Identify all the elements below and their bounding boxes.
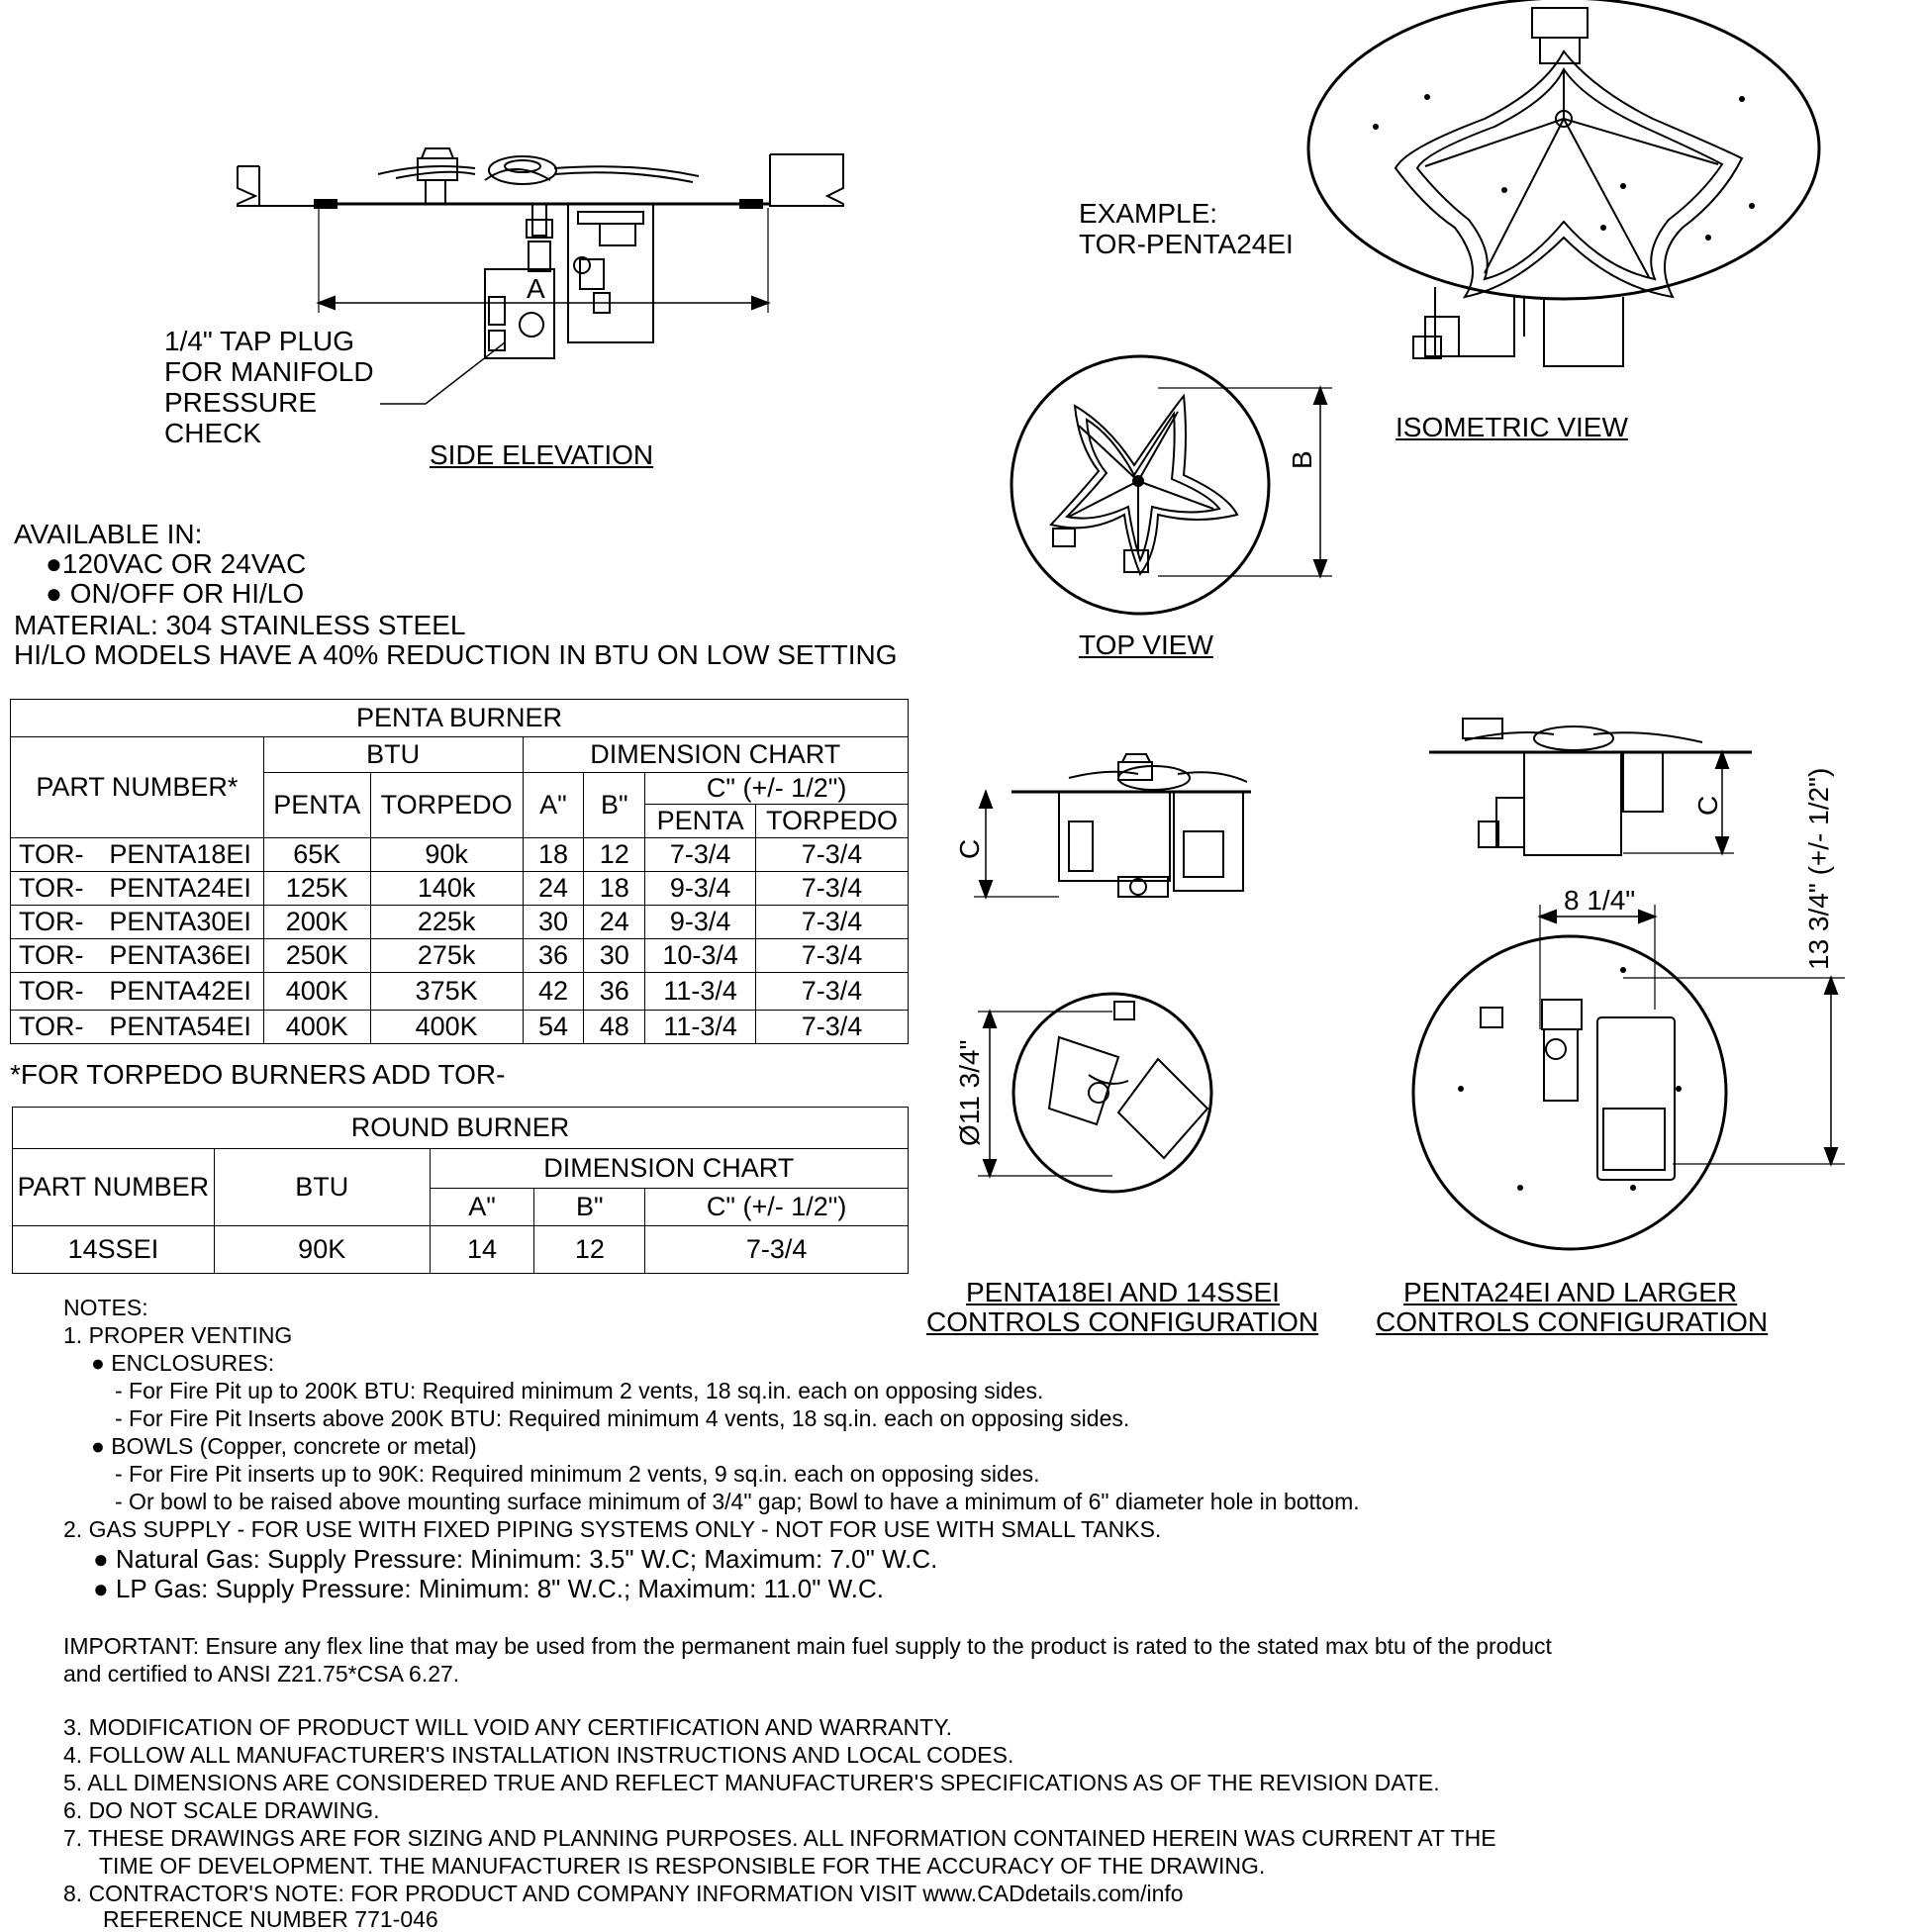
part-number: PENTA36EI xyxy=(97,939,263,973)
table-row xyxy=(13,1226,909,1274)
round-dim-b: 12 xyxy=(534,1226,645,1274)
note-line: ● LP Gas: Supply Pressure: Minimum: 8" W.C.; Maximum: 11.0" W.C. xyxy=(93,1574,884,1603)
dim-c-penta: 11-3/4 xyxy=(645,973,756,1011)
dim-c-penta: 11-3/4 xyxy=(645,1011,756,1044)
dimension-b-label: B xyxy=(1287,450,1317,469)
btu-torpedo: 400K xyxy=(370,1011,523,1044)
note-line: 5. ALL DIMENSIONS ARE CONSIDERED TRUE AND REFLECT MANUFACTURER'S SPECIFICATIONS AS OF THE REVISION DATE. xyxy=(63,1770,1440,1795)
material-line: MATERIAL: 304 STAINLESS STEEL xyxy=(14,610,466,640)
dim-b: 24 xyxy=(584,906,645,939)
dimension-a-label: A xyxy=(527,273,545,304)
penta-table-title: PENTA BURNER xyxy=(11,700,909,737)
large-controls-top-drawing xyxy=(1413,905,1845,1249)
dim-a: 18 xyxy=(523,838,584,872)
penta-col-torpedo: TORPEDO xyxy=(370,773,523,838)
dim-c-penta: 9-3/4 xyxy=(645,872,756,906)
availability-heading: AVAILABLE IN: xyxy=(14,519,203,549)
note-line: - For Fire Pit up to 200K BTU: Required minimum 2 vents, 18 sq.in. each on opposing sides. xyxy=(115,1378,1044,1403)
dim-b: 12 xyxy=(584,838,645,872)
part-number: PENTA24EI xyxy=(97,872,263,906)
penta-col-c: C" (+/- 1/2") xyxy=(645,773,909,805)
round-col-a: A" xyxy=(430,1189,534,1226)
btu-torpedo: 140k xyxy=(370,872,523,906)
small-controls-side-drawing xyxy=(974,754,1251,897)
round-dim-a: 14 xyxy=(430,1226,534,1274)
side-elevation-caption: SIDE ELEVATION xyxy=(430,439,654,470)
example-model: TOR-PENTA24EI xyxy=(1079,229,1294,259)
dimension-c-label-small: C xyxy=(954,838,985,859)
round-burner-table xyxy=(12,1107,909,1274)
round-part-number: 14SSEI xyxy=(13,1226,215,1274)
dimension-13-3-4-label: 13 3/4" (+/- 1/2") xyxy=(1803,767,1834,970)
btu-penta: 250K xyxy=(263,939,370,973)
note-line: TIME OF DEVELOPMENT. THE MANUFACTURER IS RESPONSIBLE FOR THE ACCURACY OF THE DRAWING. xyxy=(99,1853,1266,1879)
penta-table-footnote: *FOR TORPEDO BURNERS ADD TOR- xyxy=(10,1059,506,1090)
round-dimension-header: DIMENSION CHART xyxy=(430,1149,908,1189)
dim-c-torpedo: 7-3/4 xyxy=(756,939,909,973)
penta-col-c-torpedo: TORPEDO xyxy=(756,805,909,838)
penta-dimension-header: DIMENSION CHART xyxy=(523,737,908,773)
round-table-title: ROUND BURNER xyxy=(13,1108,909,1149)
round-part-number-header: PART NUMBER xyxy=(13,1149,215,1226)
notes-heading: NOTES: xyxy=(63,1295,148,1320)
note-line: 4. FOLLOW ALL MANUFACTURER'S INSTALLATION INSTRUCTIONS AND LOCAL CODES. xyxy=(63,1742,1014,1768)
note-line: - For Fire Pit Inserts above 200K BTU: Required minimum 4 vents, 18 sq.in. each on opposing sides. xyxy=(115,1405,1130,1431)
config-large-caption-2: CONTROLS CONFIGURATION xyxy=(1376,1306,1769,1337)
dimension-8-1-4-label: 8 1/4" xyxy=(1564,885,1636,916)
dim-c-torpedo: 7-3/4 xyxy=(756,1011,909,1044)
dim-a: 30 xyxy=(523,906,584,939)
round-col-b: B" xyxy=(534,1189,645,1226)
isometric-view-drawing xyxy=(1308,0,1819,366)
dim-b: 30 xyxy=(584,939,645,973)
btu-torpedo: 225k xyxy=(370,906,523,939)
table-row xyxy=(11,872,909,906)
dim-c-penta: 9-3/4 xyxy=(645,906,756,939)
dim-c-penta: 7-3/4 xyxy=(645,838,756,872)
small-controls-top-drawing xyxy=(978,994,1211,1192)
dim-a: 36 xyxy=(523,939,584,973)
table-row xyxy=(11,939,909,973)
btu-torpedo: 90k xyxy=(370,838,523,872)
note-line: ● ENCLOSURES: xyxy=(91,1350,275,1376)
note-line: 2. GAS SUPPLY - FOR USE WITH FIXED PIPING SYSTEMS ONLY - NOT FOR USE WITH SMALL TANKS. xyxy=(63,1516,1162,1542)
penta-col-c-penta: PENTA xyxy=(645,805,756,838)
availability-option-1: ●120VAC OR 24VAC xyxy=(46,548,307,579)
btu-torpedo: 375K xyxy=(370,973,523,1011)
top-view-caption: TOP VIEW xyxy=(1079,629,1213,660)
part-prefix: TOR- xyxy=(11,939,98,973)
dim-c-torpedo: 7-3/4 xyxy=(756,838,909,872)
round-btu: 90K xyxy=(214,1226,430,1274)
dimension-c-label-large: C xyxy=(1692,795,1723,816)
note-line: 3. MODIFICATION OF PRODUCT WILL VOID ANY CERTIFICATION AND WARRANTY. xyxy=(63,1714,952,1740)
note-line: 7. THESE DRAWINGS ARE FOR SIZING AND PLANNING PURPOSES. ALL INFORMATION CONTAINED HEREIN WAS CURRENT AT THE xyxy=(63,1825,1496,1851)
isometric-view-caption: ISOMETRIC VIEW xyxy=(1396,412,1628,442)
penta-col-a: A" xyxy=(523,773,584,838)
large-controls-side-drawing xyxy=(1429,719,1752,855)
dim-b: 48 xyxy=(584,1011,645,1044)
tap-plug-label-4: CHECK xyxy=(164,418,262,448)
example-title: EXAMPLE: xyxy=(1079,198,1218,229)
config-small-caption-2: CONTROLS CONFIGURATION xyxy=(926,1306,1319,1337)
dim-a: 24 xyxy=(523,872,584,906)
dim-c-penta: 10-3/4 xyxy=(645,939,756,973)
note-line: 1. PROPER VENTING xyxy=(63,1322,293,1348)
config-small-caption-1: PENTA18EI AND 14SSEI xyxy=(966,1277,1280,1307)
reference-number: REFERENCE NUMBER 771-046 xyxy=(103,1906,438,1932)
btu-penta: 200K xyxy=(263,906,370,939)
round-dim-c: 7-3/4 xyxy=(645,1226,909,1274)
top-view-drawing xyxy=(1011,356,1332,614)
penta-part-number-header: PART NUMBER* xyxy=(11,737,264,838)
btu-penta: 400K xyxy=(263,1011,370,1044)
dim-c-torpedo: 7-3/4 xyxy=(756,872,909,906)
table-row xyxy=(11,906,909,939)
note-line: ● BOWLS (Copper, concrete or metal) xyxy=(91,1433,477,1459)
important-line-2: and certified to ANSI Z21.75*CSA 6.27. xyxy=(63,1661,460,1687)
tap-plug-label-2: FOR MANIFOLD xyxy=(164,356,374,387)
note-line: - Or bowl to be raised above mounting surface minimum of 3/4" gap; Bowl to have a minimum of 6" diameter hole in bottom. xyxy=(115,1489,1360,1514)
availability-option-2: ● ON/OFF OR HI/LO xyxy=(46,578,305,609)
penta-btu-header: BTU xyxy=(263,737,523,773)
part-prefix: TOR- xyxy=(11,906,98,939)
note-line: 8. CONTRACTOR'S NOTE: FOR PRODUCT AND COMPANY INFORMATION VISIT www.CADdetails.com/info xyxy=(63,1881,1184,1906)
part-number: PENTA54EI xyxy=(97,1011,263,1044)
part-number: PENTA18EI xyxy=(97,838,263,872)
dim-b: 36 xyxy=(584,973,645,1011)
btu-penta: 125K xyxy=(263,872,370,906)
part-prefix: TOR- xyxy=(11,838,98,872)
dim-c-torpedo: 7-3/4 xyxy=(756,906,909,939)
penta-burner-table xyxy=(10,699,909,1044)
part-number: PENTA42EI xyxy=(97,973,263,1011)
btu-penta: 400K xyxy=(263,973,370,1011)
penta-col-b: B" xyxy=(584,773,645,838)
note-line: ● Natural Gas: Supply Pressure: Minimum: 3.5" W.C; Maximum: 7.0" W.C. xyxy=(93,1544,938,1574)
note-line: - For Fire Pit inserts up to 90K: Required minimum 2 vents, 9 sq.in. each on opposing sides. xyxy=(115,1461,1040,1487)
important-line-1: IMPORTANT: Ensure any flex line that may be used from the permanent main fuel supply to the product is rated to the stated max btu of the product xyxy=(63,1633,1552,1659)
table-row xyxy=(11,1011,909,1044)
part-prefix: TOR- xyxy=(11,1011,98,1044)
part-number: PENTA30EI xyxy=(97,906,263,939)
dim-a: 54 xyxy=(523,1011,584,1044)
round-col-c: C" (+/- 1/2") xyxy=(645,1189,909,1226)
btu-penta: 65K xyxy=(263,838,370,872)
dim-a: 42 xyxy=(523,973,584,1011)
penta-col-penta: PENTA xyxy=(263,773,370,838)
dim-c-torpedo: 7-3/4 xyxy=(756,973,909,1011)
hilo-note: HI/LO MODELS HAVE A 40% REDUCTION IN BTU ON LOW SETTING xyxy=(14,639,898,670)
dimension-diameter-label: Ø11 3/4" xyxy=(954,1039,985,1146)
config-large-caption-1: PENTA24EI AND LARGER xyxy=(1403,1277,1738,1307)
note-line: 6. DO NOT SCALE DRAWING. xyxy=(63,1797,380,1823)
tap-plug-label-3: PRESSURE xyxy=(164,387,318,418)
btu-torpedo: 275k xyxy=(370,939,523,973)
part-prefix: TOR- xyxy=(11,973,98,1011)
table-row xyxy=(11,973,909,1011)
dim-b: 18 xyxy=(584,872,645,906)
part-prefix: TOR- xyxy=(11,872,98,906)
round-btu-header: BTU xyxy=(214,1149,430,1226)
tap-plug-label-1: 1/4" TAP PLUG xyxy=(164,326,355,356)
table-row xyxy=(11,838,909,872)
